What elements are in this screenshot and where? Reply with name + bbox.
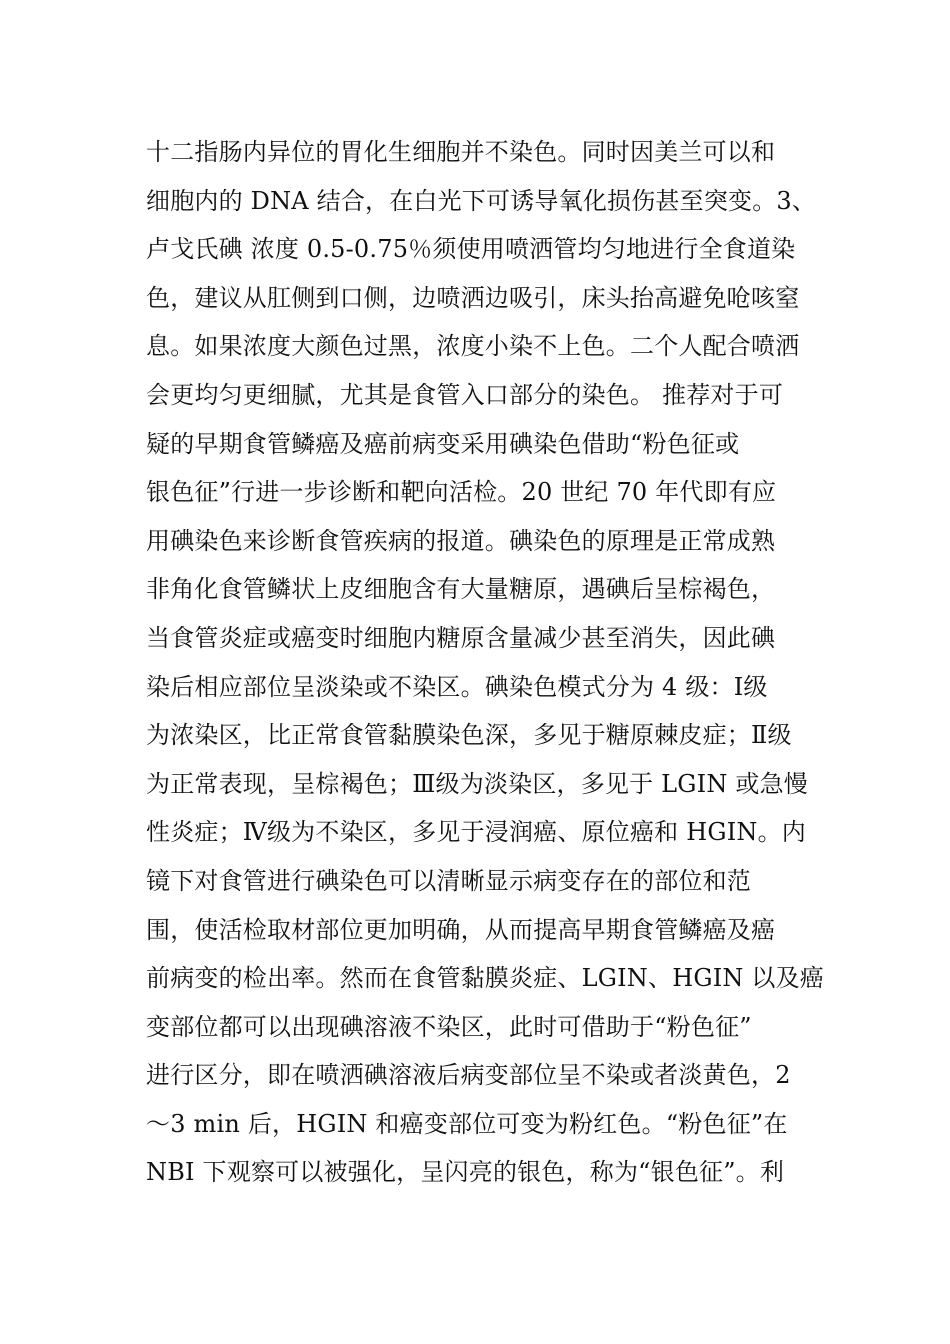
text-line: 用碘染色来诊断食管疾病的报道。碘染色的原理是正常成熟 (146, 526, 776, 555)
text-line: 卢戈氏碘 浓度 0.5-0.75％须使用喷洒管均匀地进行全食道染 (146, 235, 796, 264)
text-line: 为浓染区，比正常食管黏膜染色深，多见于糖原棘皮症；Ⅱ级 (146, 721, 792, 750)
text-line: NBI 下观察可以被强化，呈闪亮的银色，称为“银色征”。利 (146, 1158, 785, 1187)
text-line: ～3 min 后，HGIN 和癌变部位可变为粉红色。“粉色征”在 (146, 1109, 788, 1138)
body-paragraph (146, 128, 824, 1197)
text-line: 银色征”行进一步诊断和靶向活检。20 世纪 70 年代即有应 (146, 478, 777, 507)
text-line: 细胞内的 DNA 结合，在白光下可诱导氧化损伤甚至突变。3、 (146, 186, 817, 215)
text-line: 疑的早期食管鳞癌及癌前病变采用碘染色借助“粉色征或 (146, 429, 740, 458)
text-line: 进行区分，即在喷洒碘溶液后病变部位呈不染或者淡黄色，2 (146, 1061, 791, 1090)
text-line: 非角化食管鳞状上皮细胞含有大量糖原，遇碘后呈棕褐色， (146, 575, 776, 604)
text-line: 围，使活检取材部位更加明确，从而提高早期食管鳞癌及癌 (146, 915, 776, 944)
text-line: 会更均匀更细腻，尤其是食管入口部分的染色。 推荐对于可 (146, 380, 784, 409)
text-line: 为正常表现，呈棕褐色；Ⅲ级为淡染区，多见于 LGIN 或急慢 (146, 769, 808, 798)
text-line: 性炎症；Ⅳ级为不染区，多见于浸润癌、原位癌和 HGIN。内 (146, 818, 806, 847)
text-line: 染后相应部位呈淡染或不染区。碘染色模式分为 4 级：Ⅰ级 (146, 672, 768, 701)
text-line: 当食管炎症或癌变时细胞内糖原含量减少甚至消失，因此碘 (146, 623, 776, 652)
text-line: 十二指肠内异位的胃化生细胞并不染色。同时因美兰可以和 (146, 138, 776, 166)
text-line: 变部位都可以出现碘溶液不染区，此时可借助于“粉色征” (146, 1012, 752, 1041)
text-line: 息。如果浓度大颜色过黑，浓度小染不上色。二个人配合喷洒 (146, 332, 800, 361)
text-line: 镜下对食管进行碘染色可以清晰显示病变存在的部位和范 (146, 866, 751, 895)
text-line: 色，建议从肛侧到口侧，边喷洒边吸引，床头抬高避免呛咳窒 (146, 283, 800, 312)
text-line: 前病变的检出率。然而在食管黏膜炎症、LGIN、HGIN 以及癌 (146, 964, 824, 993)
